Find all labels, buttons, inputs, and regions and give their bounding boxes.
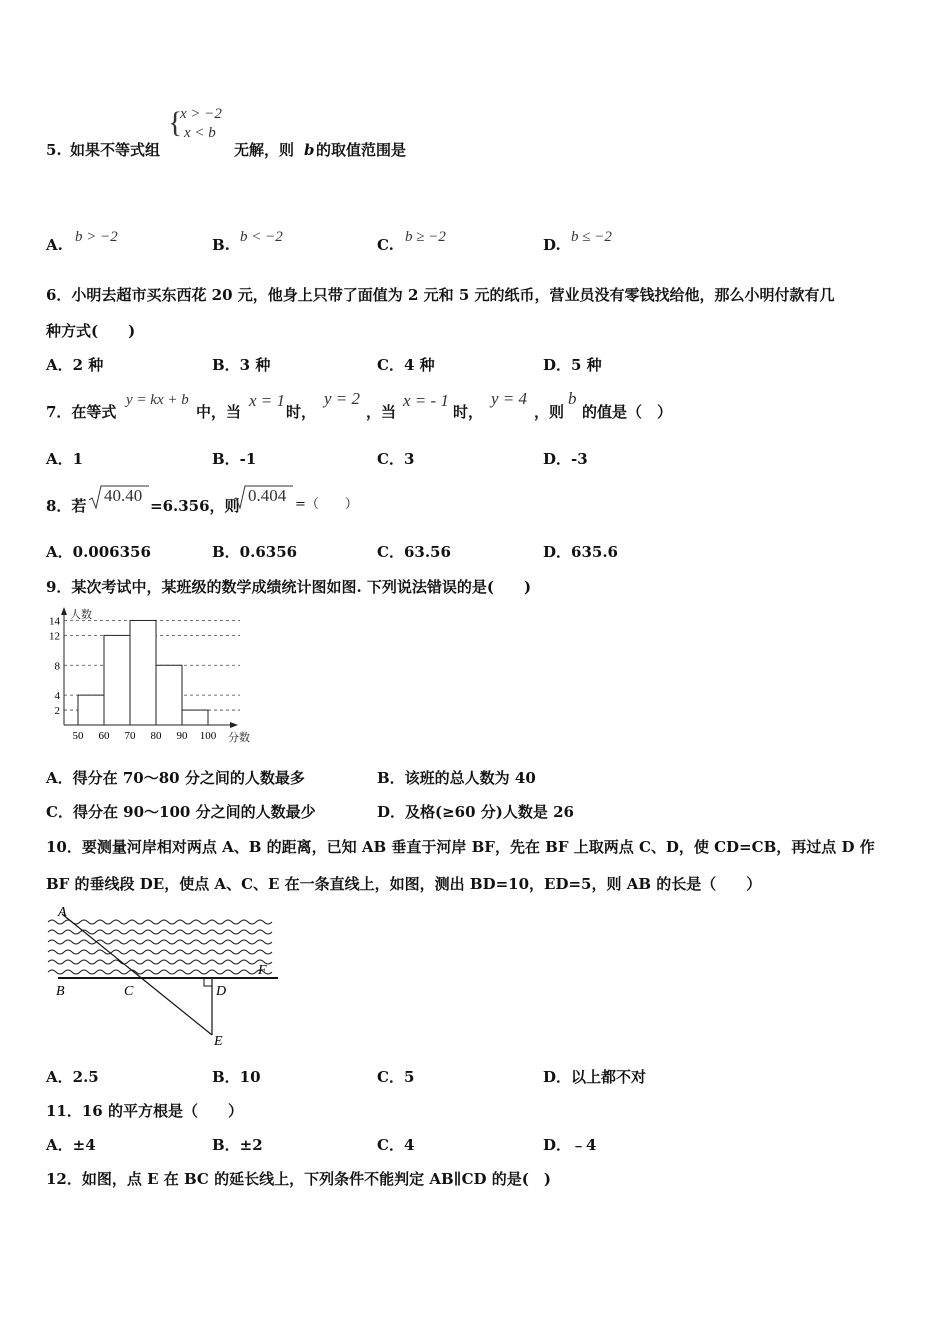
histogram-x-tick-label: 60 <box>98 730 110 742</box>
q10-option-b: B．10 <box>212 1068 261 1086</box>
river-wave-line <box>48 920 272 924</box>
q5-option-a-letter: A. <box>46 236 63 254</box>
q7-option-c: C．3 <box>377 450 415 468</box>
q6-option-d: D．5 种 <box>543 356 602 374</box>
q5-option-d-letter: D. <box>543 236 561 254</box>
q12-text: 12．如图，点 E 在 BC 的延长线上，下列条件不能判定 AB∥CD 的是( ) <box>46 1170 551 1188</box>
q8-option-c: C．63.56 <box>377 543 451 561</box>
q5-system-brace: { <box>168 106 183 139</box>
q7-equation: y = kx + b <box>126 392 189 408</box>
histogram-bar-80-90 <box>156 665 182 725</box>
q6-line1: 6．小明去超市买东西花 20 元，他身上只带了面值为 2 元和 5 元的纸币，营业员没有零钱找给他，那么小明付款有几 <box>46 286 835 304</box>
q7-bvar: b <box>568 389 577 408</box>
histogram-bar-50-60 <box>78 695 104 725</box>
river-wave-line <box>48 970 272 974</box>
q6-option-b: B．3 种 <box>212 356 271 374</box>
label-f: F <box>258 963 267 978</box>
label-b: B <box>56 984 65 999</box>
river-wave-line <box>48 940 272 944</box>
q8-option-d: D．635.6 <box>543 543 618 561</box>
river-diagram <box>44 902 284 1050</box>
q10-line1: 10．要测量河岸相对两点 A、B 的距离，已知 AB 垂直于河岸 BF，先在 BF 上取两点 C、D，使 CD=CB，再过点 D 作 <box>46 838 875 856</box>
q11-option-c: C．4 <box>377 1136 415 1154</box>
q10-option-d: D．以上都不对 <box>543 1068 647 1086</box>
q7-option-a: A．1 <box>46 450 84 468</box>
histogram-y-label: 人数 <box>70 609 92 621</box>
q6-line2: 种方式( ) <box>46 322 136 340</box>
q9-option-a: A．得分在 70～80 分之间的人数最多 <box>46 769 305 787</box>
q8-option-b: B．0.6356 <box>212 543 298 561</box>
q5-option-d-math: b ≤ −2 <box>571 229 612 245</box>
histogram-bar-90-100 <box>182 710 208 725</box>
histogram-y-tick-label: 2 <box>54 705 60 718</box>
q8-text-2: =6.356，则 <box>150 497 240 515</box>
q11-option-d: D．﹣4 <box>543 1136 597 1154</box>
histogram-bar-70-80 <box>130 620 156 725</box>
q11-text: 11．16 的平方根是（ ） <box>46 1102 243 1120</box>
histogram-bar-60-70 <box>104 635 130 725</box>
q9-option-d: D．及格(≥60 分)人数是 26 <box>377 803 574 821</box>
label-a: A <box>58 905 67 920</box>
q11-option-b: B．±2 <box>212 1136 263 1154</box>
label-e: E <box>214 1034 223 1049</box>
q8-radicand-2: 0.404 <box>248 486 287 505</box>
right-angle-mark <box>204 978 212 986</box>
q10-option-c: C．5 <box>377 1068 415 1086</box>
q5-number: 5. <box>46 141 62 159</box>
q5-option-c-letter: C. <box>377 236 394 254</box>
q7-text-1: 7．在等式 <box>46 403 117 421</box>
q7-text-7: 的值是（ ） <box>582 403 673 421</box>
histogram-x-tick-label: 50 <box>72 730 84 742</box>
histogram-y-ticks <box>49 615 61 717</box>
q8-text-1: 8．若 <box>46 497 87 515</box>
q7-text-2: 中，当 <box>196 403 242 421</box>
q5-option-a-math: b > −2 <box>75 229 118 245</box>
histogram-y-tick-label: 12 <box>49 630 60 643</box>
histogram-x-tick-label: 70 <box>124 730 136 742</box>
river-waves <box>48 920 272 974</box>
q5-system-line1: x > −2 <box>180 106 222 122</box>
histogram-x-arrow <box>230 722 238 728</box>
q5-prefix: 如果不等式组 <box>70 141 161 159</box>
histogram-y-tick-label: 8 <box>54 660 60 673</box>
histogram-x-tick-label: 80 <box>150 730 162 742</box>
q7-y1: y = 2 <box>324 389 361 408</box>
label-d: D <box>216 984 227 999</box>
q8-text-3: =（ ） <box>295 497 358 512</box>
label-c: C <box>124 984 134 999</box>
river-wave-line <box>48 930 272 934</box>
q10-option-a: A．2.5 <box>46 1068 99 1086</box>
q9-option-c: C．得分在 90～100 分之间的人数最少 <box>46 803 316 821</box>
histogram-y-arrow <box>61 607 67 615</box>
river-wave-line <box>48 950 272 954</box>
q7-text-3: 时， <box>286 403 317 421</box>
q5-option-b-math: b < −2 <box>240 229 283 245</box>
q7-x1: x = 1 <box>249 391 286 410</box>
q8-option-a: A．0.006356 <box>46 543 151 561</box>
q7-y2: y = 4 <box>491 389 528 408</box>
histogram-x-ticks <box>73 730 217 742</box>
q6-option-c: C．4 种 <box>377 356 435 374</box>
q9-option-b: B．该班的总人数为 40 <box>377 769 536 787</box>
histogram-y-tick-label: 4 <box>54 690 60 703</box>
histogram-x-tick-label: 90 <box>176 730 188 742</box>
q5-suffix-a: 无解，则 <box>234 141 295 159</box>
q5-system-line2: x < b <box>184 125 216 141</box>
q5-option-b-letter: B. <box>212 236 230 254</box>
q11-option-a: A．±4 <box>46 1136 96 1154</box>
q5-suffix-b: 的取值范围是 <box>316 141 407 159</box>
q10-line2: BF 的垂线段 DE，使点 A、C、E 在一条直线上，如图，测出 BD=10，ED=5，则 AB 的长是（ ） <box>46 875 762 893</box>
q7-x2: x = - 1 <box>403 391 449 410</box>
q5-option-c-math: b ≥ −2 <box>405 229 446 245</box>
q7-option-d: D．-3 <box>543 450 588 468</box>
q6-option-a: A．2 种 <box>46 356 104 374</box>
q5-var: b <box>304 141 315 159</box>
histogram-y-tick-label: 14 <box>49 615 60 628</box>
q7-option-b: B．-1 <box>212 450 257 468</box>
q7-text-5: 时， <box>453 403 484 421</box>
histogram-x-tick-label: 100 <box>199 730 217 742</box>
river-wave-line <box>48 960 272 964</box>
q8-radicand-1: 40.40 <box>104 486 143 505</box>
histogram-chart <box>40 603 270 748</box>
histogram-x-label: 分数 <box>228 732 250 744</box>
q9-text: 9．某次考试中，某班级的数学成绩统计图如图. 下列说法错误的是( ) <box>46 578 532 596</box>
histogram-bars <box>78 620 208 725</box>
q7-text-6: ，则 <box>534 403 565 421</box>
q7-text-4: ，当 <box>366 403 397 421</box>
segment-ae <box>62 914 212 1035</box>
